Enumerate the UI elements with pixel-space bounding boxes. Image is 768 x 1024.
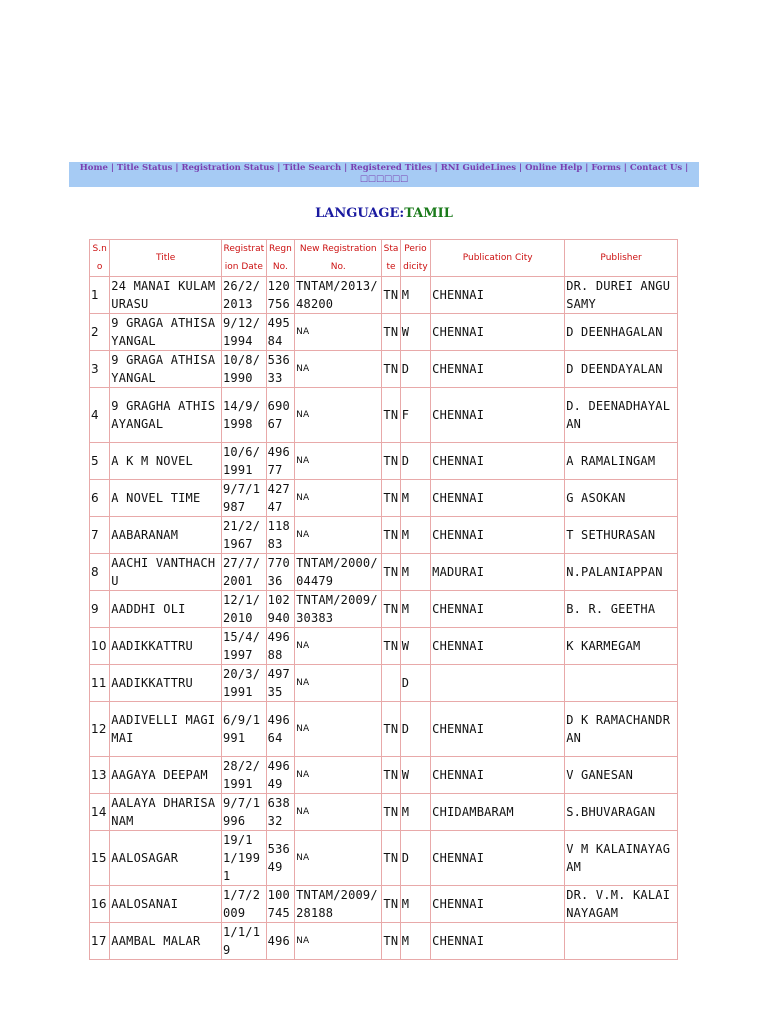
cell-regn-no: 77036	[266, 554, 294, 591]
cell-registration-date: 10/6/1991	[222, 443, 267, 480]
cell-new-registration-no: NA	[295, 480, 382, 517]
cell-new-registration-no: NA	[295, 831, 382, 886]
cell-publisher: A RAMALINGAM	[565, 443, 678, 480]
table-row	[90, 351, 678, 388]
header-registration-date: Registration Date	[222, 240, 267, 277]
nav-separator: |	[172, 163, 182, 173]
nav-separator: |	[341, 163, 351, 173]
table-header-row	[90, 240, 678, 277]
cell-publication-city: CHENNAI	[431, 277, 565, 314]
cell-sno: 14	[90, 794, 110, 831]
nav-link-rni-guidelines[interactable]: RNI GuideLines	[440, 163, 517, 173]
cell-title: AALAYA DHARISANAM	[110, 794, 222, 831]
nav-link-home[interactable]: Home	[79, 163, 108, 173]
cell-state: TN	[382, 702, 400, 757]
cell-publication-city: CHENNAI	[431, 388, 565, 443]
cell-title: AADIVELLI MAGIMAI	[110, 702, 222, 757]
table-row	[90, 517, 678, 554]
cell-registration-date: 21/2/1967	[222, 517, 267, 554]
cell-periodicity: F	[400, 388, 430, 443]
nav-separator: |	[682, 163, 689, 173]
header-regn-no: Regn No.	[266, 240, 294, 277]
cell-publication-city: CHENNAI	[431, 591, 565, 628]
table-row	[90, 831, 678, 886]
cell-sno: 7	[90, 517, 110, 554]
cell-periodicity: M	[400, 517, 430, 554]
cell-new-registration-no: NA	[295, 314, 382, 351]
cell-state: TN	[382, 351, 400, 388]
cell-periodicity: M	[400, 794, 430, 831]
cell-new-registration-no: TNTAM/2009/28188	[295, 886, 382, 923]
cell-new-registration-no: NA	[295, 517, 382, 554]
nav-separator: |	[620, 163, 630, 173]
cell-publisher: D DEENDAYALAN	[565, 351, 678, 388]
nav-link-online-help[interactable]: Online Help	[525, 163, 583, 173]
cell-new-registration-no: TNTAM/2000/04479	[295, 554, 382, 591]
table-row	[90, 628, 678, 665]
cell-regn-no: 49649	[266, 757, 294, 794]
cell-state: TN	[382, 277, 400, 314]
cell-title: A NOVEL TIME	[110, 480, 222, 517]
cell-title: 9 GRAGA ATHISAYANGAL	[110, 351, 222, 388]
table-row	[90, 665, 678, 702]
cell-state: TN	[382, 554, 400, 591]
cell-periodicity: M	[400, 277, 430, 314]
table-row	[90, 388, 678, 443]
cell-state: TN	[382, 517, 400, 554]
cell-periodicity: M	[400, 591, 430, 628]
cell-registration-date: 20/3/1991	[222, 665, 267, 702]
cell-sno: 1	[90, 277, 110, 314]
nav-separator: |	[516, 163, 526, 173]
cell-state: TN	[382, 591, 400, 628]
cell-periodicity: D	[400, 702, 430, 757]
cell-sno: 9	[90, 591, 110, 628]
cell-publisher: D. DEENADHAYALAN	[565, 388, 678, 443]
cell-regn-no: 49584	[266, 314, 294, 351]
table-row	[90, 554, 678, 591]
cell-registration-date: 1/1/19	[222, 923, 267, 960]
cell-periodicity: D	[400, 831, 430, 886]
cell-state: TN	[382, 831, 400, 886]
cell-sno: 8	[90, 554, 110, 591]
table-row	[90, 923, 678, 960]
cell-periodicity: W	[400, 628, 430, 665]
cell-registration-date: 14/9/1998	[222, 388, 267, 443]
table-body	[90, 277, 678, 960]
table-row	[90, 591, 678, 628]
cell-new-registration-no: NA	[295, 794, 382, 831]
nav-link-title-status[interactable]: Title Status	[116, 163, 173, 173]
cell-title: 9 GRAGA ATHISAYANGAL	[110, 314, 222, 351]
table-row	[90, 314, 678, 351]
table-row	[90, 757, 678, 794]
cell-periodicity: M	[400, 480, 430, 517]
table-row	[90, 443, 678, 480]
cell-publication-city: CHENNAI	[431, 443, 565, 480]
cell-regn-no: 49688	[266, 628, 294, 665]
cell-new-registration-no: NA	[295, 923, 382, 960]
cell-publication-city: CHIDAMBARAM	[431, 794, 565, 831]
cell-regn-no: 11883	[266, 517, 294, 554]
cell-title: AADDHI OLI	[110, 591, 222, 628]
cell-publisher: DR. DUREI ANGUSAMY	[565, 277, 678, 314]
cell-sno: 6	[90, 480, 110, 517]
header-publication-city: Publication City	[431, 240, 565, 277]
cell-title: A K M NOVEL	[110, 443, 222, 480]
cell-publication-city: CHENNAI	[431, 886, 565, 923]
cell-state: TN	[382, 443, 400, 480]
cell-publisher: K KARMEGAM	[565, 628, 678, 665]
cell-registration-date: 12/1/2010	[222, 591, 267, 628]
nav-link-tamil[interactable]: □□□□□□	[359, 174, 409, 184]
cell-regn-no: 102940	[266, 591, 294, 628]
cell-registration-date: 9/7/1987	[222, 480, 267, 517]
cell-state: TN	[382, 757, 400, 794]
header-title: Title	[110, 240, 222, 277]
cell-sno: 11	[90, 665, 110, 702]
table-row	[90, 702, 678, 757]
cell-publisher: DR. V.M. KALAINAYAGAM	[565, 886, 678, 923]
cell-new-registration-no: TNTAM/2009/30383	[295, 591, 382, 628]
cell-regn-no: 49735	[266, 665, 294, 702]
table-row	[90, 480, 678, 517]
cell-publication-city: CHENNAI	[431, 628, 565, 665]
cell-regn-no: 53649	[266, 831, 294, 886]
header-state: State	[382, 240, 400, 277]
cell-sno: 13	[90, 757, 110, 794]
cell-publication-city: CHENNAI	[431, 923, 565, 960]
cell-sno: 3	[90, 351, 110, 388]
cell-publication-city: CHENNAI	[431, 314, 565, 351]
language-heading	[0, 206, 768, 221]
cell-title: 9 GRAGHA ATHISAYANGAL	[110, 388, 222, 443]
cell-publication-city: CHENNAI	[431, 757, 565, 794]
cell-publisher: V M KALAINAYAGAM	[565, 831, 678, 886]
cell-registration-date: 9/7/1996	[222, 794, 267, 831]
nav-link-contact-us[interactable]: Contact Us	[629, 163, 683, 173]
cell-new-registration-no: NA	[295, 665, 382, 702]
cell-regn-no: 496	[266, 923, 294, 960]
cell-periodicity: M	[400, 554, 430, 591]
nav-separator: |	[107, 163, 117, 173]
cell-regn-no: 49664	[266, 702, 294, 757]
nav-separator: |	[274, 163, 284, 173]
cell-title: AALOSAGAR	[110, 831, 222, 886]
cell-new-registration-no: NA	[295, 628, 382, 665]
cell-registration-date: 19/11/1991	[222, 831, 267, 886]
table-row	[90, 886, 678, 923]
cell-sno: 4	[90, 388, 110, 443]
cell-new-registration-no: NA	[295, 388, 382, 443]
cell-state: TN	[382, 628, 400, 665]
cell-publisher	[565, 665, 678, 702]
cell-sno: 2	[90, 314, 110, 351]
cell-state: TN	[382, 923, 400, 960]
cell-periodicity: D	[400, 443, 430, 480]
cell-sno: 5	[90, 443, 110, 480]
cell-publication-city: CHENNAI	[431, 351, 565, 388]
cell-registration-date: 15/4/1997	[222, 628, 267, 665]
cell-state: TN	[382, 480, 400, 517]
cell-publisher: B. R. GEETHA	[565, 591, 678, 628]
cell-state: TN	[382, 794, 400, 831]
cell-sno: 12	[90, 702, 110, 757]
language-value: TAMIL	[404, 206, 453, 221]
cell-regn-no: 42747	[266, 480, 294, 517]
cell-sno: 15	[90, 831, 110, 886]
cell-publication-city: CHENNAI	[431, 517, 565, 554]
nav-link-registration-status[interactable]: Registration Status	[181, 163, 275, 173]
cell-periodicity: D	[400, 351, 430, 388]
cell-publisher: G ASOKAN	[565, 480, 678, 517]
cell-title: 24 MANAI KULAMURASU	[110, 277, 222, 314]
cell-registration-date: 6/9/1991	[222, 702, 267, 757]
cell-publisher: D DEENHAGALAN	[565, 314, 678, 351]
cell-sno: 16	[90, 886, 110, 923]
registered-titles-table	[89, 239, 678, 960]
nav-separator: |	[582, 163, 592, 173]
cell-new-registration-no: NA	[295, 443, 382, 480]
cell-title: AAMBAL MALAR	[110, 923, 222, 960]
cell-publication-city: CHENNAI	[431, 480, 565, 517]
cell-title: AAGAYA DEEPAM	[110, 757, 222, 794]
table-row	[90, 277, 678, 314]
cell-periodicity: W	[400, 757, 430, 794]
top-nav-bar	[69, 162, 699, 187]
cell-periodicity: M	[400, 923, 430, 960]
header-new-registration-no: New Registration No.	[295, 240, 382, 277]
cell-regn-no: 49677	[266, 443, 294, 480]
cell-periodicity: D	[400, 665, 430, 702]
cell-state: TN	[382, 388, 400, 443]
cell-publication-city: CHENNAI	[431, 702, 565, 757]
cell-registration-date: 9/12/1994	[222, 314, 267, 351]
cell-new-registration-no: NA	[295, 351, 382, 388]
cell-regn-no: 69067	[266, 388, 294, 443]
table-row	[90, 794, 678, 831]
header-publisher: Publisher	[565, 240, 678, 277]
cell-publisher: T SETHURASAN	[565, 517, 678, 554]
cell-title: AADIKKATTRU	[110, 628, 222, 665]
language-label: LANGUAGE:	[315, 206, 405, 221]
cell-new-registration-no: TNTAM/2013/48200	[295, 277, 382, 314]
cell-new-registration-no: NA	[295, 702, 382, 757]
cell-periodicity: W	[400, 314, 430, 351]
header-sno: S.no	[90, 240, 110, 277]
cell-regn-no: 120756	[266, 277, 294, 314]
nav-link-title-search[interactable]: Title Search	[283, 163, 342, 173]
cell-state: TN	[382, 314, 400, 351]
nav-separator: |	[431, 163, 441, 173]
cell-publication-city: MADURAI	[431, 554, 565, 591]
cell-publication-city: CHENNAI	[431, 831, 565, 886]
cell-regn-no: 53633	[266, 351, 294, 388]
cell-regn-no: 63832	[266, 794, 294, 831]
cell-publisher: S.BHUVARAGAN	[565, 794, 678, 831]
cell-title: AALOSANAI	[110, 886, 222, 923]
cell-registration-date: 1/7/2009	[222, 886, 267, 923]
cell-regn-no: 100745	[266, 886, 294, 923]
cell-sno: 10	[90, 628, 110, 665]
cell-registration-date: 26/2/2013	[222, 277, 267, 314]
nav-link-registered-titles[interactable]: Registered Titles	[350, 163, 432, 173]
cell-registration-date: 27/7/2001	[222, 554, 267, 591]
cell-registration-date: 28/2/1991	[222, 757, 267, 794]
cell-sno: 17	[90, 923, 110, 960]
cell-publisher: N.PALANIAPPAN	[565, 554, 678, 591]
cell-new-registration-no: NA	[295, 757, 382, 794]
header-periodicity: Periodicity	[400, 240, 430, 277]
cell-title: AACHI VANTHACHU	[110, 554, 222, 591]
cell-title: AADIKKATTRU	[110, 665, 222, 702]
cell-periodicity: M	[400, 886, 430, 923]
cell-state: TN	[382, 886, 400, 923]
cell-publisher: V GANESAN	[565, 757, 678, 794]
cell-publisher	[565, 923, 678, 960]
cell-publication-city	[431, 665, 565, 702]
cell-state	[382, 665, 400, 702]
cell-title: AABARANAM	[110, 517, 222, 554]
nav-link-forms[interactable]: Forms	[591, 163, 621, 173]
cell-publisher: D K RAMACHANDRAN	[565, 702, 678, 757]
cell-registration-date: 10/8/1990	[222, 351, 267, 388]
